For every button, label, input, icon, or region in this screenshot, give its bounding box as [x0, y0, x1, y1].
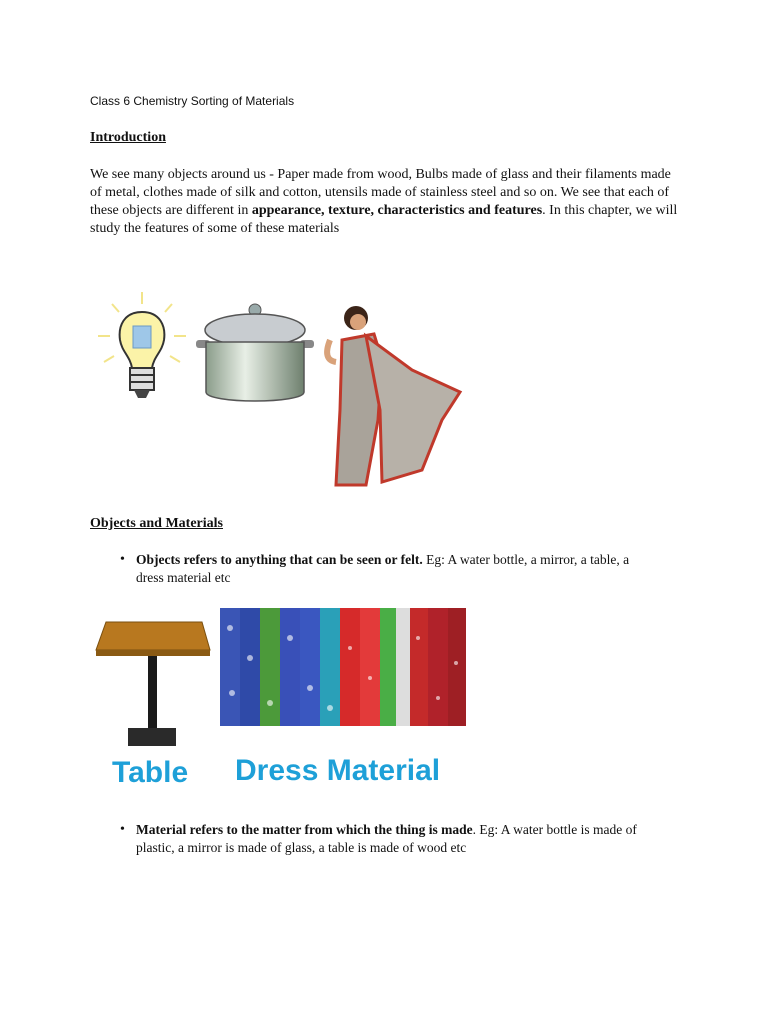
intro-text-2: . In this chapter, we will study the features of some of these materials [90, 203, 678, 236]
table-icon [94, 620, 212, 748]
table-caption: Table [112, 756, 189, 789]
dress-material-caption: Dress Material [235, 754, 441, 787]
bullet-marker: • [120, 822, 125, 837]
light-bulb-icon [96, 290, 188, 405]
objects-bullet-text [136, 551, 656, 587]
bullet-marker: • [120, 552, 125, 567]
objects-definition-bold: Objects refers to anything that can be seen or felt. [136, 552, 423, 567]
intro-bold-text: appearance, texture, characteristics and features [251, 203, 543, 218]
document-title: Class 6 Chemistry Sorting of Materials [90, 94, 295, 108]
material-definition-bold: Material refers to the matter from which the thing is made [136, 822, 473, 837]
material-bullet-text [136, 821, 656, 857]
cooking-pot-icon [196, 300, 314, 412]
introduction-paragraph [90, 166, 680, 238]
objects-definition-text: Eg: A water bottle, a mirror, a table, a dress material etc [136, 552, 630, 585]
material-definition-text: . Eg: A water bottle is made of plastic, a mirror is made of glass, a table is made of wood etc [136, 822, 637, 855]
objects-materials-heading: Objects and Materials [90, 516, 223, 531]
intro-text-1: We see many objects around us - Paper made from wood, Bulbs made of glass and their filaments made of metal, clothes made of silk and cotton, utensils made of stainless steel and so on. We see that each of these objects are different in [90, 167, 671, 218]
fabric-rolls-icon [220, 608, 466, 726]
introduction-heading: Introduction [90, 130, 166, 145]
saree-woman-icon [322, 300, 464, 488]
